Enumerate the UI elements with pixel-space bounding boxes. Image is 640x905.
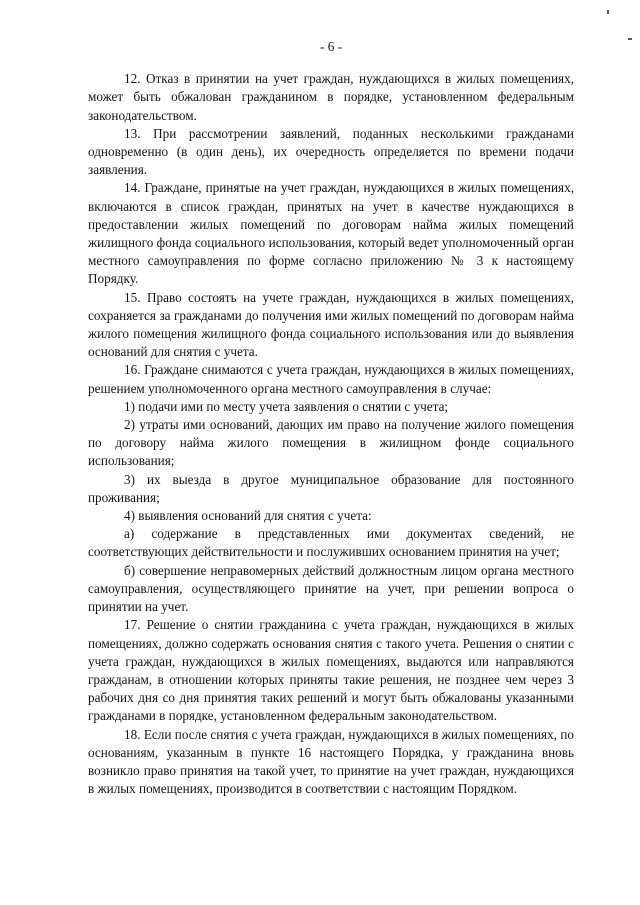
scan-mark: [628, 38, 632, 40]
sub-item-b: б) совершение неправомерных действий должностным лицом органа местного самоуправления, осуществляющего принятие на учет, при решении вопроса о принятии на учет.: [88, 562, 574, 615]
paragraph-16: 16. Граждане снимаются с учета граждан, нуждающихся в жилых помещениях, решением уполномоченного органа местного самоуправления в случае:: [88, 362, 574, 396]
page-number: - 6 -: [320, 39, 342, 54]
scan-mark: [607, 10, 609, 14]
list-item-3: 3) их выезда в другое муниципальное образование для постоянного проживания;: [88, 471, 574, 505]
paragraph-17: 17. Решение о снятии гражданина с учета граждан, нуждающихся в жилых помещениях, должно содержать основания снятия с такого учета. Решения о снятии с учета граждан, нуждающихся в жилых помещениях, выдаются или направляются гражданам, в отношении которых приняты такие решения, не позднее чем через 3 рабочих дня со дня принятия таких решений и могут быть обжалованы указанными гражданами в порядке, установленном федеральным законодательством.: [88, 617, 574, 724]
list-item-4: 4) выявления оснований для снятия с учета:: [124, 508, 372, 524]
list-item-1: 1) подачи ими по месту учета заявления о снятии с учета;: [124, 398, 449, 414]
paragraph-18: 18. Если после снятия с учета граждан, нуждающихся в жилых помещениях, по основаниям, указанным в пункте 16 настоящего Порядка, у гражданина вновь возникло право принятия на такой учет, то принятие на учет граждан, нуждающихся в жилых помещениях, производится в соответствии с настоящим Порядком.: [88, 726, 574, 797]
paragraph-14: 14. Граждане, принятые на учет граждан, нуждающихся в жилых помещениях, включаются в список граждан, принятых на учет в качестве нуждающихся в предоставлении жилых помещений по договорам найма жилых помещений жилищного фонда социального использования, который ведет уполномоченный орган местного самоуправления по форме согласно приложению № 3 к настоящему Порядку.: [88, 180, 574, 287]
paragraph-15: 15. Право состоять на учете граждан, нуждающихся в жилых помещениях, сохраняется за гражданами до получения ими жилых помещений по договорам найма жилого помещения жилищного фонда социального использования или до выявления оснований для снятия с учета.: [88, 289, 574, 360]
sub-item-a: а) содержание в представленных ими документах сведений, не соответствующих действительности и послуживших основанием принятия на учет;: [88, 526, 574, 560]
document-page: [88, 38, 574, 798]
list-item-2: 2) утраты ими оснований, дающих им право на получение жилого помещения по договору найма жилого помещения в жилищном фонде социального использования;: [88, 417, 574, 469]
paragraph-12: 12. Отказ в принятии на учет граждан, нуждающихся в жилых помещениях, может быть обжалован гражданином в порядке, установленном федеральным законодательством.: [88, 71, 574, 123]
paragraph-13: 13. При рассмотрении заявлений, поданных несколькими гражданами одновременно (в один день), их очередность определяется по времени подачи заявления.: [88, 125, 574, 178]
